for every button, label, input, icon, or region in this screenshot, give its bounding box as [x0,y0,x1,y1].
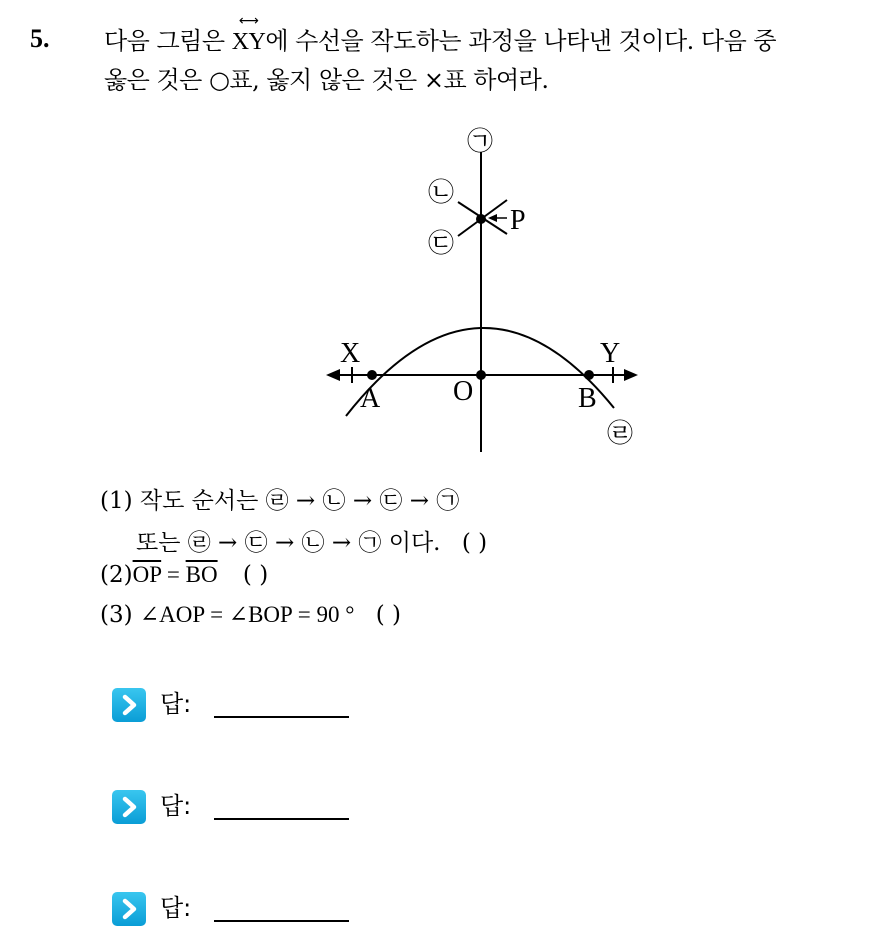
statement-3-text: ∠AOP = ∠BOP = 90 ° [139,602,355,627]
step-mark-n: ㉡ [427,178,455,207]
stem-text-1: 다음 그림은 [104,27,232,55]
chevron-right-badge-icon [112,790,146,824]
statement-1-answer-paren: ( ) [461,530,488,556]
point-p [476,214,486,224]
answer-label-1: 답: [160,690,192,718]
answer-row-3 [108,886,368,932]
label-a: A [360,383,381,414]
construction-figure [300,118,660,468]
answer-row-2 [108,784,368,830]
statement-1-cont [136,524,487,557]
statement-3 [100,602,401,628]
label-x: X [340,338,361,369]
chevron-right-badge-icon [112,892,146,926]
question-number: 5. [30,24,50,53]
statement-3-number: (3) [100,602,133,628]
construction-diagram [300,118,660,468]
answer-blank-2[interactable] [214,818,349,820]
answer-row-1 [108,682,368,728]
arrow-right-icon [624,369,638,381]
step-mark-g: ㉠ [466,127,494,156]
step-mark-r: ㉣ [606,419,634,448]
point-a [367,370,377,380]
statement-1-line1: 작도 순서는 ㉣ → ㉡ → ㉢ → ㉠ [139,488,460,514]
label-y: Y [600,338,621,369]
label-p: P [510,205,526,236]
statement-2-answer-paren: ( ) [242,562,269,588]
label-o: O [453,376,474,407]
statement-2-equals: = [161,562,186,587]
statement-2-number: (2) [100,562,133,588]
point-b [584,370,594,380]
statement-1-number: (1) [100,488,133,514]
stem-text-2: 에 수선을 작도하는 과정을 나타낸 것이다. 다음 중 [265,27,777,55]
step-mark-d: ㉢ [427,229,455,258]
answer-blank-1[interactable] [214,716,349,718]
segment-op: $\overline{OP}$ [132,562,162,587]
statement-2 [100,562,268,588]
answer-label-2: 답: [160,792,192,820]
pointer-p-arrowhead-icon [488,214,497,222]
answer-blank-3[interactable] [214,920,349,922]
statement-3-answer-paren: ( ) [375,602,401,628]
segment-bo: $\overline{BO}$ [185,562,218,587]
answer-label-3: 답: [160,894,192,922]
double-arrow-icon: ⟷ [238,13,259,29]
point-o [476,370,486,380]
line-xy-symbol [231,13,266,61]
chevron-right-badge-icon [112,688,146,722]
arrow-left-icon [326,369,340,381]
line-xy-label: XY [231,29,266,55]
label-b: B [578,383,597,414]
statement-1-line2: 또는 ㉣ → ㉢ → ㉡ → ㉠ 이다. [136,530,441,556]
question-stem [104,13,874,99]
stem-text-3: 옳은 것은 ○표, 옳지 않은 것은 ×표 하여라. [104,66,549,94]
statement-1 [100,482,459,515]
